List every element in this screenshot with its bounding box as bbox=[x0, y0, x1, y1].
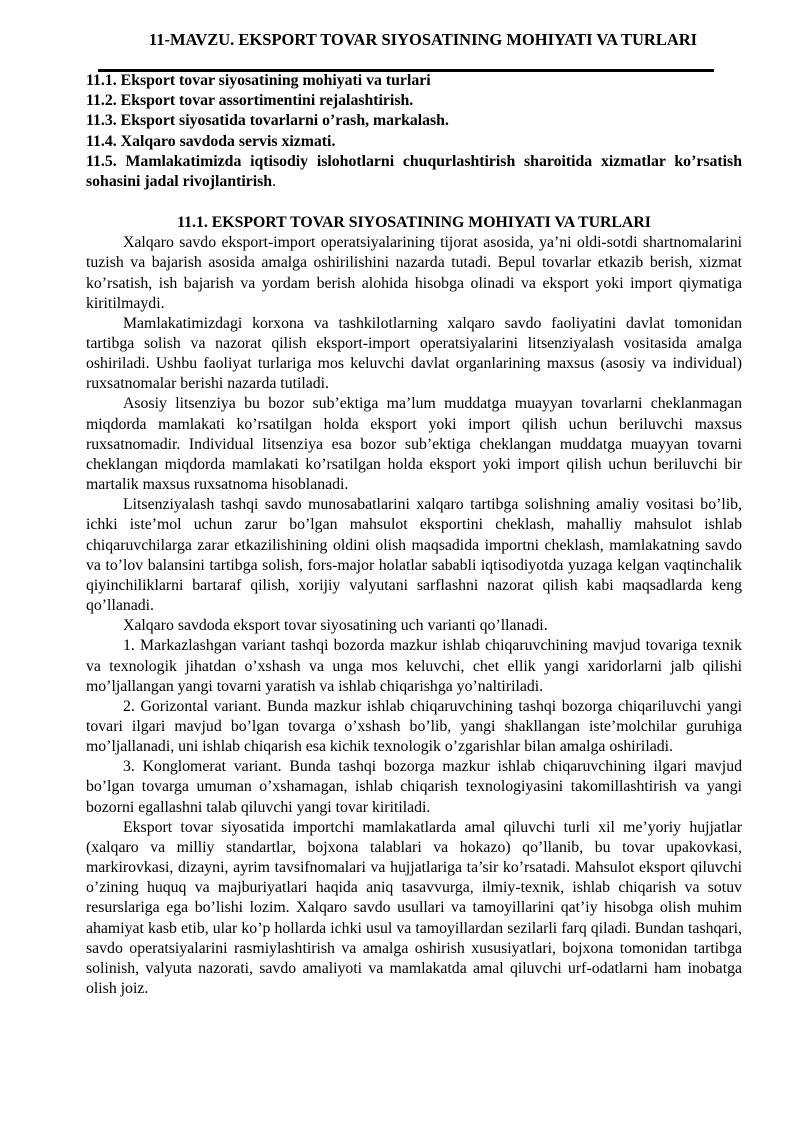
document-title: 11-MAVZU. EKSPORT TOVAR SIYOSATINING MOHIYATI VA TURLARI bbox=[148, 30, 698, 49]
document-page bbox=[86, 0, 742, 999]
paragraph: Xalqaro savdoda eksport tovar siyosatining uch varianti qo’llanadi. bbox=[123, 617, 548, 635]
paragraph: 2. Gorizontal variant. Bunda mazkur ishlab chiqaruvchining tashqi bozorga chiqariluvchi yangi tovari ilgari mavjud bo’lgan tovarga o’xshash bo’lib, yangi shakllangan iste’molchilar guruhiga mo’ljallanadi, uni ishlab chiqarish esa kichik texnologik o’zgarishlar bilan amalga oshiriladi. bbox=[86, 697, 742, 756]
table-of-contents bbox=[86, 71, 742, 192]
section-heading: 11.1. EKSPORT TOVAR SIYOSATINING MOHIYATI VA TURLARI bbox=[177, 214, 651, 232]
paragraph: Eksport tovar siyosatida importchi mamlakatlarda amal qiluvchi turli xil me’yoriy hujjatlar (xalqaro va milliy standartlar, bojxona talablari va hokazo) qo’llanib, bu tovar upakovkasi, markirovkasi, dizayni, ayrim tavsifnomalari va hujjatlariga ta’sir ko’rsatadi. Mahsulot eksport qiluvchi o’zining huquq va majburiyatlari haqida aniq tasavvurga, ilmiy-texnik, ishlab chiqarish va sotuv resurslariga ega bo’lishi lozim. Xalqaro savdo usullari va tamoyillarini qat’iy hisobga olish muhim ahamiyat kasb etib, ular ko’p hollarda ichki usul va tamoyillardan sezilarli farq qiladi. Bundan tashqari, savdo operatsiyalarini rasmiylashtirish va amalga oshirish xususiyatlari, bojxona tomonidan tartibga solinish, valyuta nazorati, savdo amaliyoti va mamlakatda amal qiluvchi urf-odatlarni ham inobatga olish joiz. bbox=[86, 818, 742, 997]
paragraph: Mamlakatimizdagi korxona va tashkilotlarning xalqaro savdo faoliyatini davlat tomonidan tartibga solish va nazorat qilish eksport-import operatsiyalarini litsenziyalash vositasida amalga oshiriladi. Ushbu faoliyat turlariga mos keluvchi davlat organlarining maxsus (asosiy va individual) ruxsatnomalar berishi nazarda tutiladi. bbox=[86, 314, 742, 393]
toc-item-5-text: 11.5. Mamlakatimizda iqtisodiy islohotlarni chuqurlashtirish sharoitida xizmatlar ko’rsatish sohasini jadal rivojlantirish bbox=[86, 152, 742, 191]
toc-item-1: 11.1. Eksport tovar siyosatining mohiyati va turlari bbox=[86, 72, 431, 89]
body-text bbox=[86, 233, 742, 999]
paragraph: Xalqaro savdo eksport-import operatsiyalarining tijorat asosida, ya’ni oldi-sotdi shartnomalarini tuzish va bajarish asosida amalga oshirilishini nazarda tutadi. Bepul tovarlar etkazib berish, xizmat ko’rsatish, ish bajarish va yordam berish alohida hisobga olinadi va eksport yoki import qiymatiga kiritilmaydi. bbox=[86, 234, 742, 312]
toc-item-3: 11.3. Eksport siyosatida tovarlarni o’rash, markalash. bbox=[86, 112, 449, 130]
paragraph: Asosiy litsenziya bu bozor sub’ektiga ma’lum muddatga muayyan tovarlarni cheklanmagan miqdorda mamlakati ko’rsatilgan holda eksport yoki import qilish uchun beriluvchi maxsus ruxsatnomadir. Individual litsenziya esa bozor sub’ektiga cheklangan muddatga muayyan tovarni cheklangan miqdorda mamlakati ko’rsatilgan holda eksport yoki import qilish uchun beriluvchi bir martalik maxsus ruxsatnoma hisoblanadi. bbox=[86, 395, 742, 494]
paragraph: 1. Markazlashgan variant tashqi bozorda mazkur ishlab chiqaruvchining mavjud tovariga texnik va texnologik jihatdan o’xshash va unga mos keluvchi, chet ellik yangi xaridorlarni jalb qilishi mo’ljallangan yangi tovarni yaratish va ishlab chiqarishga yo’naltiriladi. bbox=[86, 637, 742, 695]
toc-item-5-period: . bbox=[272, 173, 277, 191]
paragraph: 3. Konglomerat variant. Bunda tashqi bozorga mazkur ishlab chiqaruvchining ilgari mavjud bo’lgan tovarga umuman o’xshamagan, ishlab chiqarish texnologiyasini takomillashtirish va yangi bozorni egallashni talab qiluvchi yangi tovar kiritiladi. bbox=[86, 758, 742, 816]
toc-item-2: 11.2. Eksport tovar assortimentini rejalashtirish. bbox=[86, 92, 414, 110]
toc-item-5 bbox=[86, 152, 742, 192]
toc-item-4: 11.4. Xalqaro savdoda servis xizmati. bbox=[86, 132, 336, 150]
paragraph: Litsenziyalash tashqi savdo munosabatlarini xalqaro tartibga solishning amaliy vositasi bo’lib, ichki iste’mol uchun zarur bo’lgan mahsulot eksportini cheklash, mahalliy mahsulot ishlab chiqaruvchilarga zarar etkazilishining oldini olish maqsadida importni cheklash, mamlakatning savdo va to’lov balansini tartibga solish, fors-major holatlar sababli iqtisodiyotda yuzaga kelgan vaqtinchalik qiyinchiliklarni bartaraf qilish, xorijiy valyutani sarflashni nazorat qilish kabi maqsadlarda keng qo’llanadi. bbox=[86, 496, 742, 615]
